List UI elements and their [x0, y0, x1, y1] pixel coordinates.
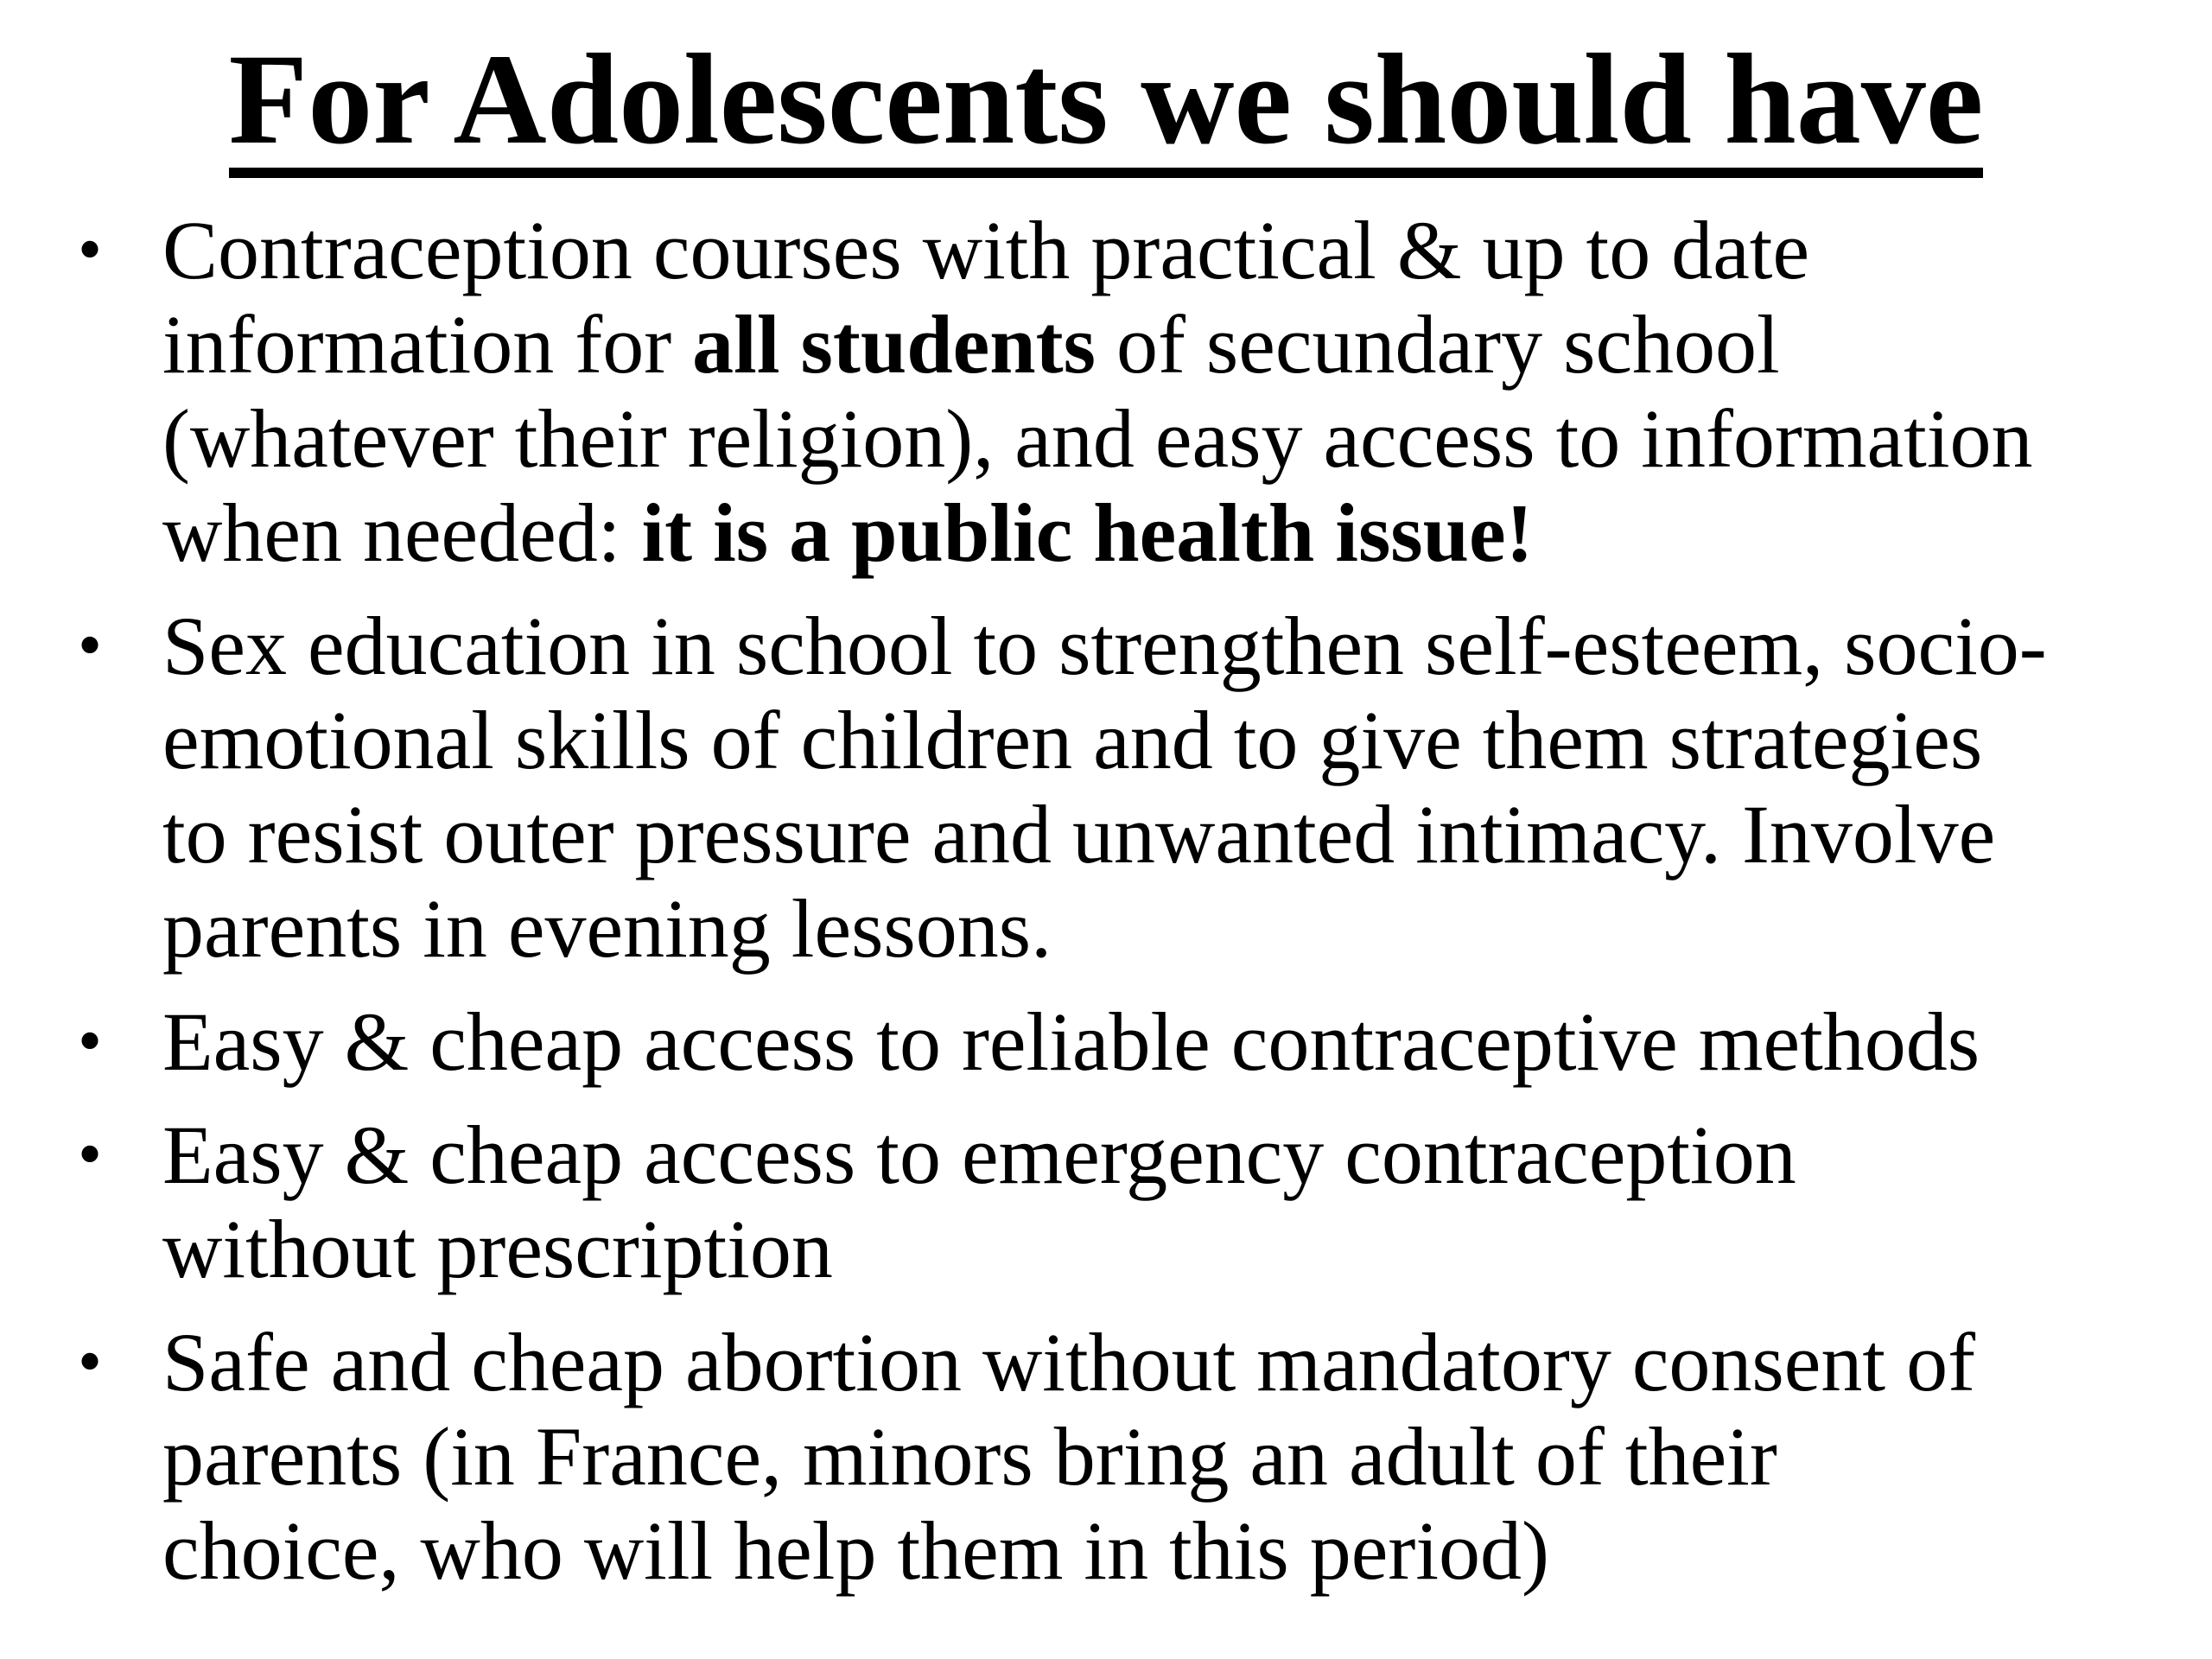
bullet-text: when needed: [162, 486, 642, 579]
bullet-text: parents in evening lessons. [162, 882, 1052, 975]
bullet-list [0, 203, 2212, 1617]
bullet-line [162, 1503, 2177, 1598]
bullet-item [0, 599, 2212, 976]
bullet-text: emotional skills of children and to give them strategies [162, 694, 1983, 786]
bullet-line [162, 391, 2177, 486]
bullet-text: Easy & cheap access to reliable contraceptive methods [162, 995, 1980, 1088]
bullet-text: (whatever their religion), and easy access to information [162, 392, 2033, 485]
bullet-dot-icon: • [78, 607, 103, 683]
bullet-line [162, 787, 2177, 881]
bullet-line [162, 1108, 2177, 1202]
bullet-line [162, 693, 2177, 787]
bullet-text: Easy & cheap access to emergency contraception [162, 1109, 1796, 1201]
bullet-text: Sex education in school to strengthen self-esteem, socio- [162, 600, 2047, 692]
bullet-text: of secundary school [1095, 298, 1780, 391]
bullet-dot-icon: • [78, 1324, 103, 1400]
bullet-text-bold: it is a public health issue! [641, 486, 1534, 579]
bullet-line [162, 599, 2177, 693]
bullet-text: Contraception courses with practical & up to date [162, 204, 1810, 296]
bullet-line [162, 1409, 2177, 1503]
slide-title-text: For Adolescents we should have [229, 35, 1984, 178]
bullet-item [0, 203, 2212, 580]
bullet-line [162, 203, 2177, 297]
bullet-item [0, 1108, 2212, 1296]
slide-title [0, 26, 2212, 178]
bullet-line [162, 1315, 2177, 1409]
bullet-line [162, 486, 2177, 580]
bullet-text-bold: all students [692, 298, 1096, 391]
bullet-item [0, 995, 2212, 1089]
bullet-dot-icon: • [78, 1116, 103, 1192]
bullet-line [162, 1202, 2177, 1296]
bullet-text: Safe and cheap abortion without mandatory consent of [162, 1316, 1976, 1408]
bullet-text: parents (in France, minors bring an adult of their [162, 1410, 1777, 1503]
bullet-text: without prescription [162, 1203, 833, 1295]
bullet-dot-icon: • [78, 212, 103, 288]
bullet-line [162, 881, 2177, 976]
bullet-dot-icon: • [78, 1003, 103, 1079]
bullet-text: choice, who will help them in this period) [162, 1504, 1549, 1597]
bullet-text: to resist outer pressure and unwanted intimacy. Involve [162, 788, 1996, 880]
bullet-line [162, 995, 2177, 1089]
bullet-line [162, 297, 2177, 391]
bullet-text: information for [162, 298, 693, 391]
bullet-item [0, 1315, 2212, 1598]
